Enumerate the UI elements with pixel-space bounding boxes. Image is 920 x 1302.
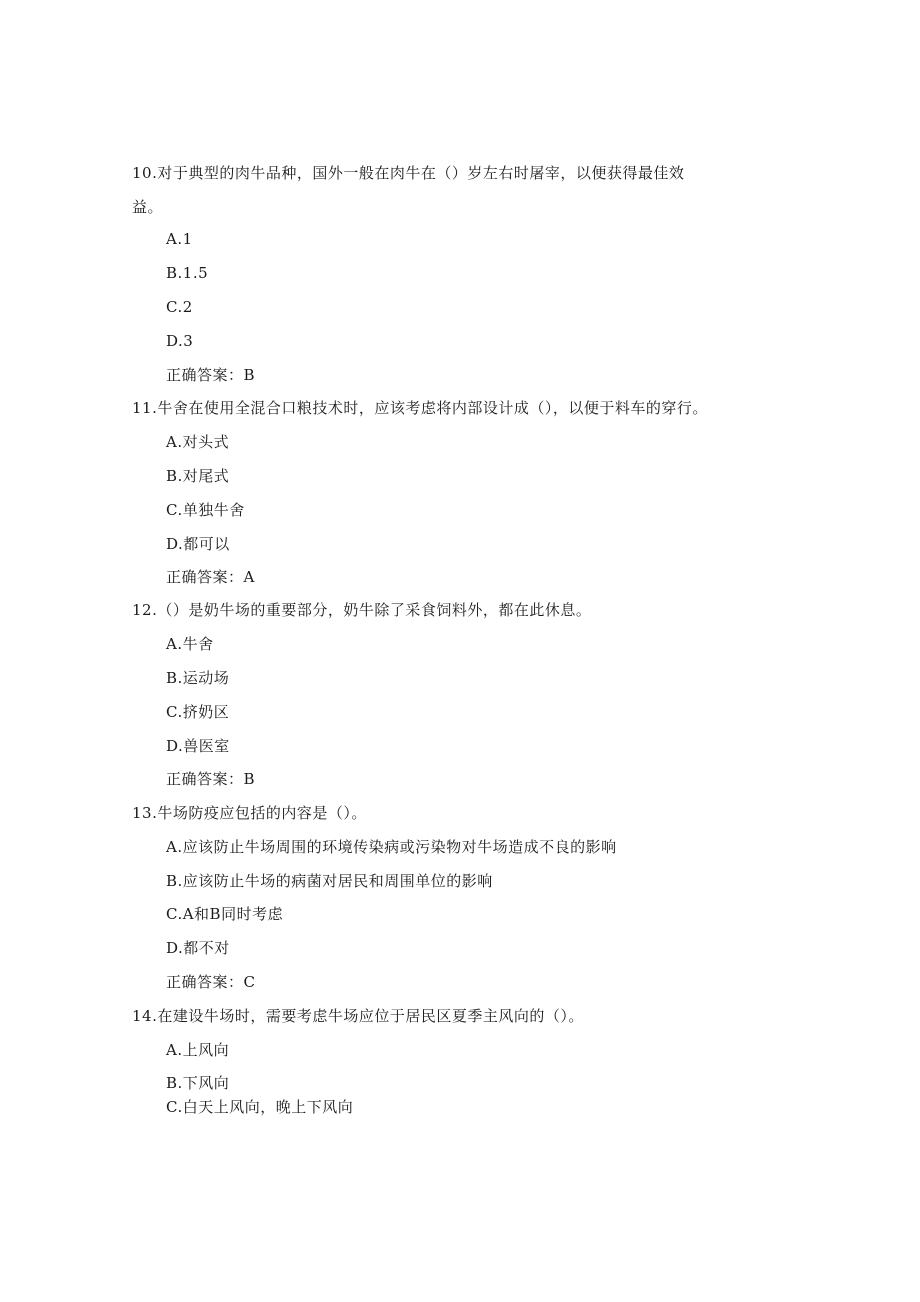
question-12-option-b: B.运动场 xyxy=(166,669,230,687)
question-14-option-b: B.下风向 xyxy=(166,1074,230,1092)
question-11-option-a: A.对头式 xyxy=(166,433,230,451)
question-10-answer: 正确答案：B xyxy=(166,366,256,384)
question-10-option-a: A.1 xyxy=(166,230,193,248)
question-11-option-d: D.都可以 xyxy=(166,535,230,553)
question-10-option-d: D.3 xyxy=(166,332,194,350)
question-13-option-d: D.都不对 xyxy=(166,939,230,957)
question-10-stem-line2: 益。 xyxy=(132,198,164,216)
question-12-option-d: D.兽医室 xyxy=(166,737,230,755)
question-13-option-b: B.应该防止牛场的病菌对居民和周围单位的影响 xyxy=(166,872,493,890)
question-14-option-a: A.上风向 xyxy=(166,1041,230,1059)
question-13-option-c: C.A和B同时考虑 xyxy=(166,905,284,923)
question-13-answer: 正确答案：C xyxy=(166,973,256,991)
question-14-stem: 14.在建设牛场时，需要考虑牛场应位于居民区夏季主风向的（）。 xyxy=(132,1007,584,1025)
question-11-answer: 正确答案：A xyxy=(166,568,255,586)
question-11-option-b: B.对尾式 xyxy=(166,467,230,485)
question-11-option-c: C.单独牛舍 xyxy=(166,501,245,519)
question-10-option-c: C.2 xyxy=(166,298,193,316)
question-10-stem-line1: 10.对于典型的肉牛品种，国外一般在肉牛在（）岁左右时屠宰，以便获得最佳效 xyxy=(132,164,685,182)
question-11-stem: 11.牛舍在使用全混合口粮技术时，应该考虑将内部设计成（），以便于料车的穿行。 xyxy=(132,399,708,417)
question-10-option-b: B.1.5 xyxy=(166,264,209,282)
question-12-option-c: C.挤奶区 xyxy=(166,703,230,721)
question-13-stem: 13.牛场防疫应包括的内容是（）。 xyxy=(132,804,367,822)
question-12-option-a: A.牛舍 xyxy=(166,635,214,653)
question-12-stem: 12.（）是奶牛场的重要部分，奶牛除了采食饲料外，都在此休息。 xyxy=(132,601,592,619)
question-12-answer: 正确答案：B xyxy=(166,770,256,788)
question-14-option-c: C.白天上风向，晚上下风向 xyxy=(166,1098,354,1116)
question-13-option-a: A.应该防止牛场周围的环境传染病或污染物对牛场造成不良的影响 xyxy=(166,838,617,856)
